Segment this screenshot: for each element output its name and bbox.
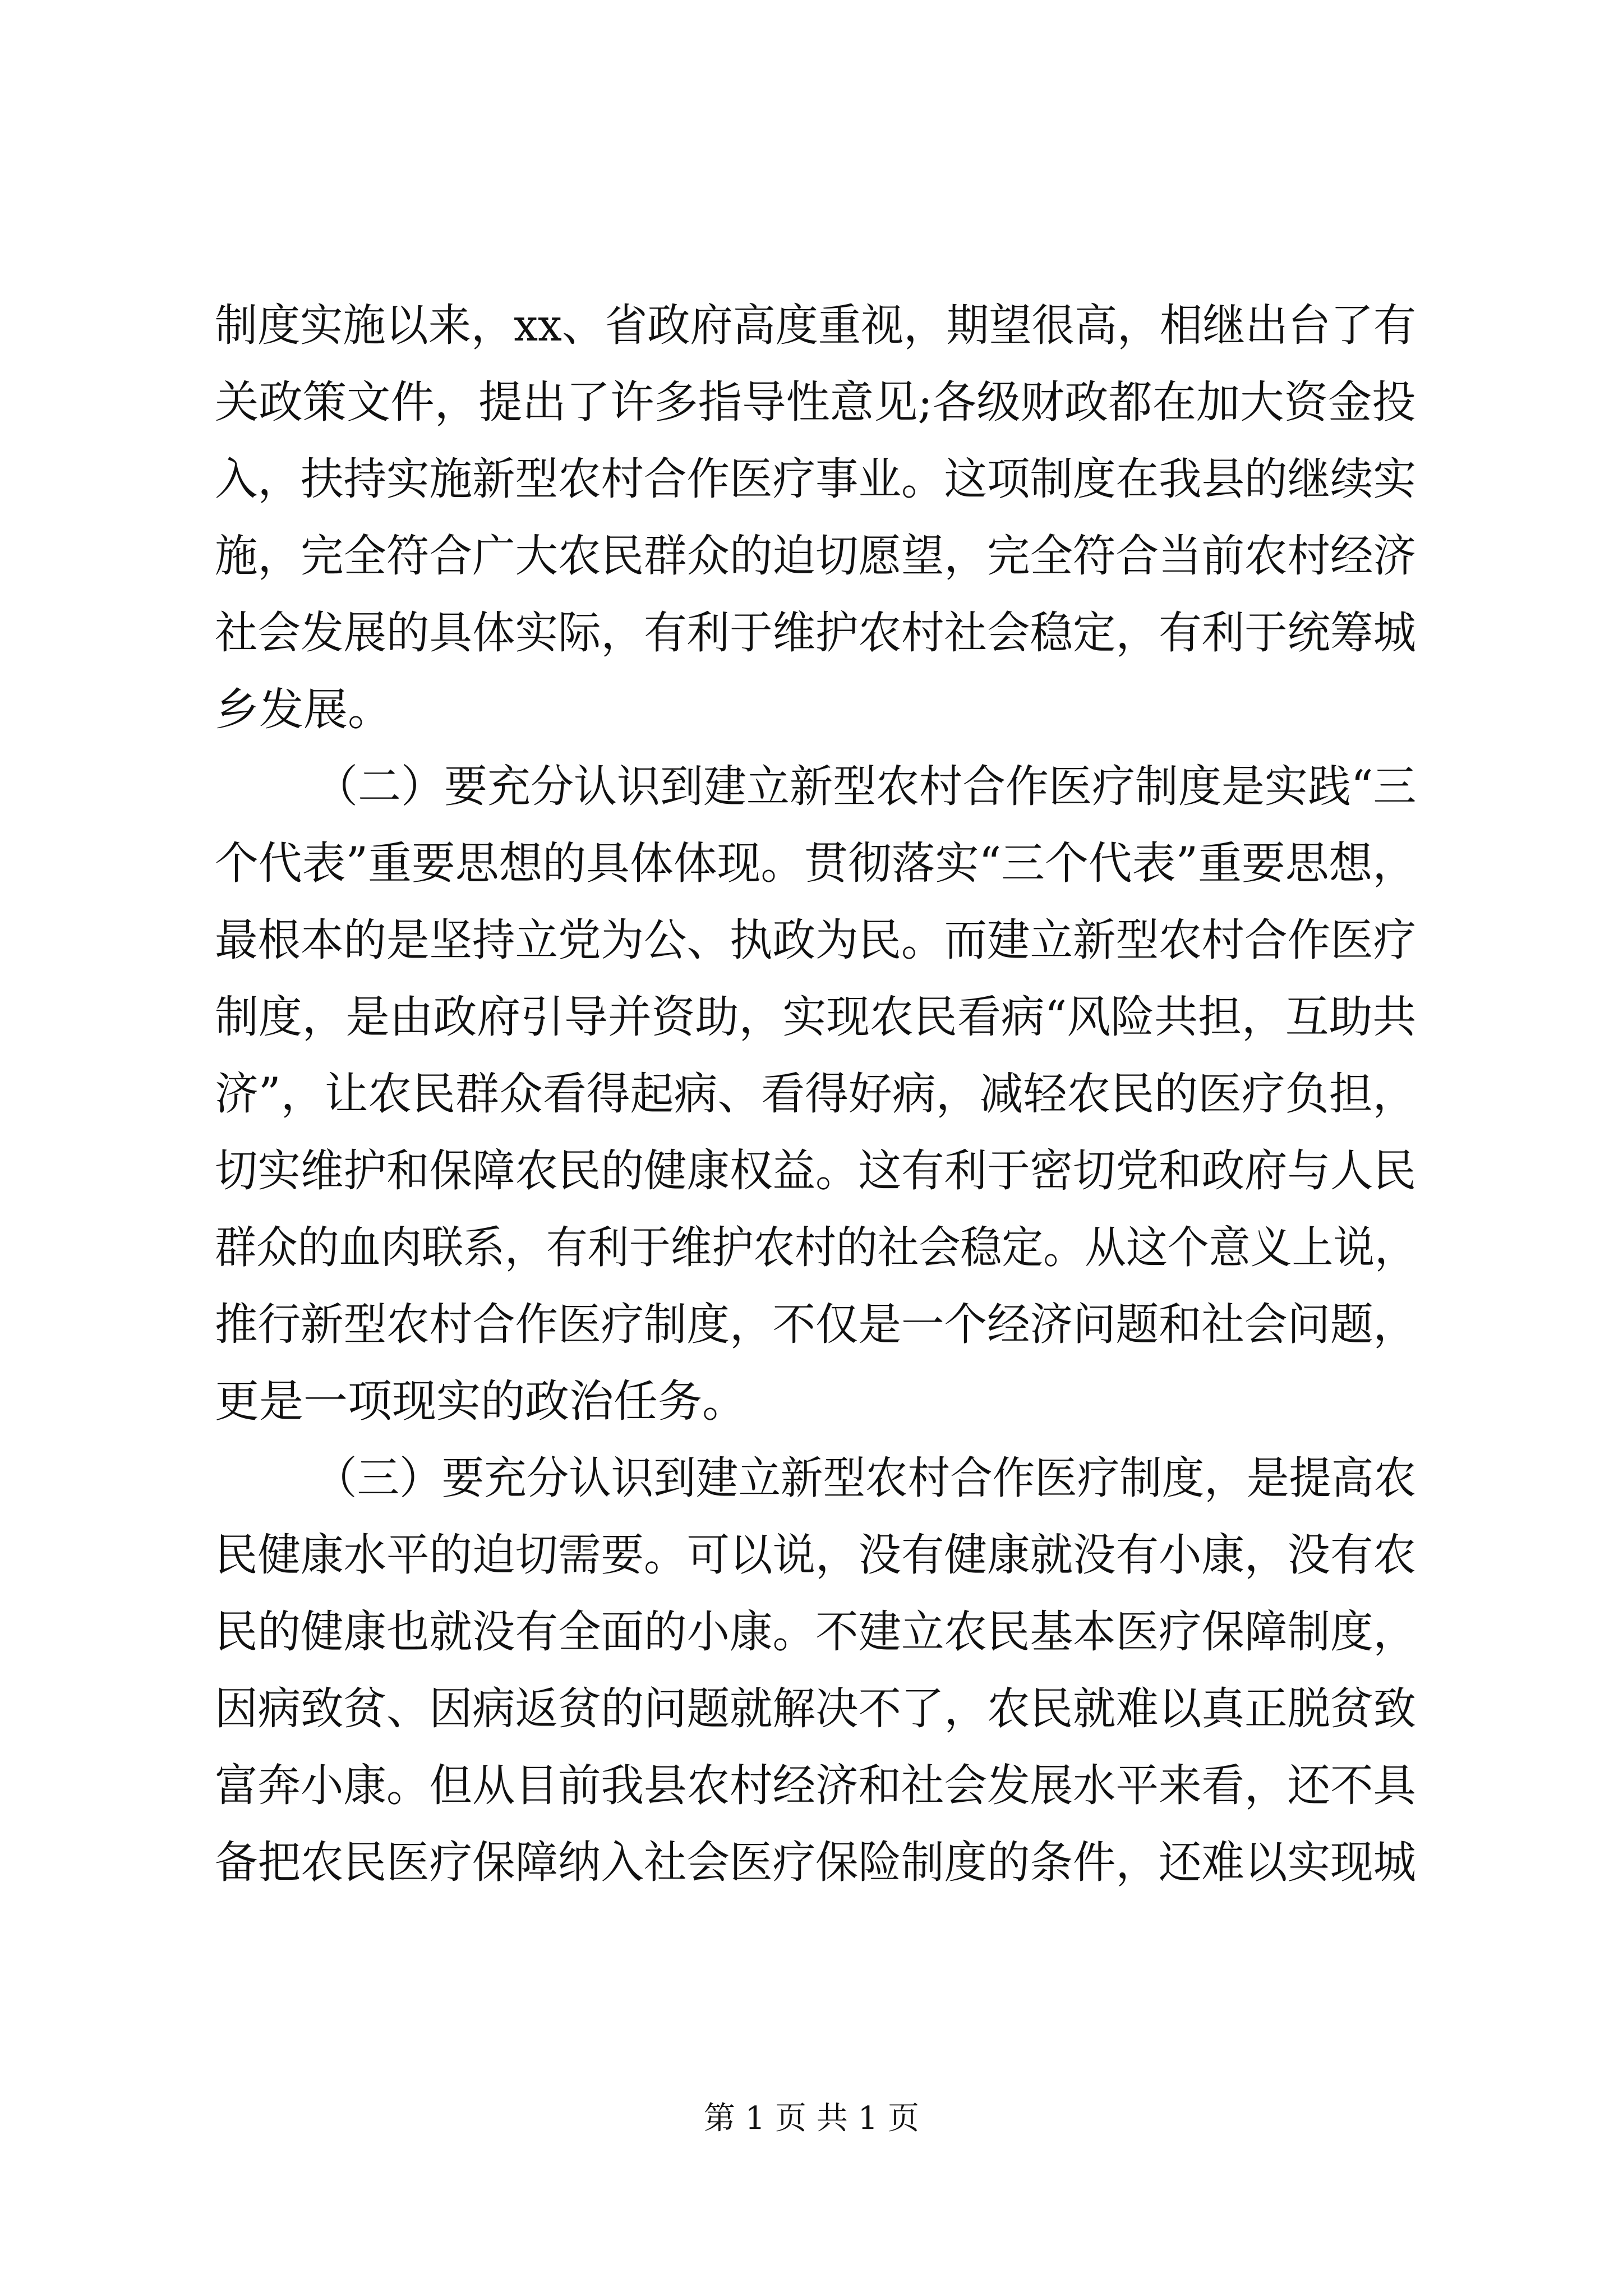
- text-line: 因病致贫、因病返贫的问题就解决不了，农民就难以真正脱贫致: [215, 1683, 1416, 1734]
- text-line: 关政策文件，提出了许多指导性意见;各级财政都在加大资金投: [215, 376, 1416, 428]
- text-line: 施，完全符合广大农民群众的迫切愿望，完全符合当前农村经济: [215, 530, 1416, 582]
- text-line: 民的健康也就没有全面的小康。不建立农民基本医疗保障制度，: [215, 1606, 1416, 1658]
- text-line: 个代表”重要思想的具体体现。贯彻落实“三个代表”重要思想，: [215, 838, 1417, 889]
- text-line: 制度实施以来，xx、省政府高度重视，期望很高，相继出台了有: [215, 300, 1417, 351]
- text-line: 乡发展。: [215, 684, 392, 735]
- text-line: 富奔小康。但从目前我县农村经济和社会发展水平来看，还不具: [215, 1760, 1416, 1811]
- text-line: 备把农民医疗保障纳入社会医疗保险制度的条件，还难以实现城: [215, 1837, 1416, 1888]
- text-line: 制度，是由政府引导并资助，实现农民看病“风险共担，互助共: [215, 991, 1417, 1043]
- paragraph-first-line: （三）要充分认识到建立新型农村合作医疗制度，是提高农: [315, 1452, 1416, 1504]
- text-line: 更是一项现实的政治任务。: [215, 1375, 746, 1427]
- text-line: 社会发展的具体实际，有利于维护农村社会稳定，有利于统筹城: [215, 607, 1416, 659]
- paragraph-first-line: （二）要充分认识到建立新型农村合作医疗制度是实践“三: [315, 761, 1417, 812]
- text-line: 济”，让农民群众看得起病、看得好病，减轻农民的医疗负担，: [215, 1068, 1417, 1120]
- text-line: 推行新型农村合作医疗制度，不仅是一个经济问题和社会问题，: [215, 1299, 1416, 1350]
- text-line: 入，扶持实施新型农村合作医疗事业。这项制度在我县的继续实: [215, 453, 1416, 505]
- text-line: 民健康水平的迫切需要。可以说，没有健康就没有小康，没有农: [215, 1529, 1416, 1581]
- text-line: 最根本的是坚持立党为公、执政为民。而建立新型农村合作医疗: [215, 914, 1416, 966]
- page-number-footer: 第 1 页 共 1 页: [703, 2100, 920, 2137]
- text-line: 切实维护和保障农民的健康权益。这有利于密切党和政府与人民: [215, 1145, 1416, 1197]
- text-line: 群众的血肉联系，有利于维护农村的社会稳定。从这个意义上说，: [215, 1222, 1416, 1273]
